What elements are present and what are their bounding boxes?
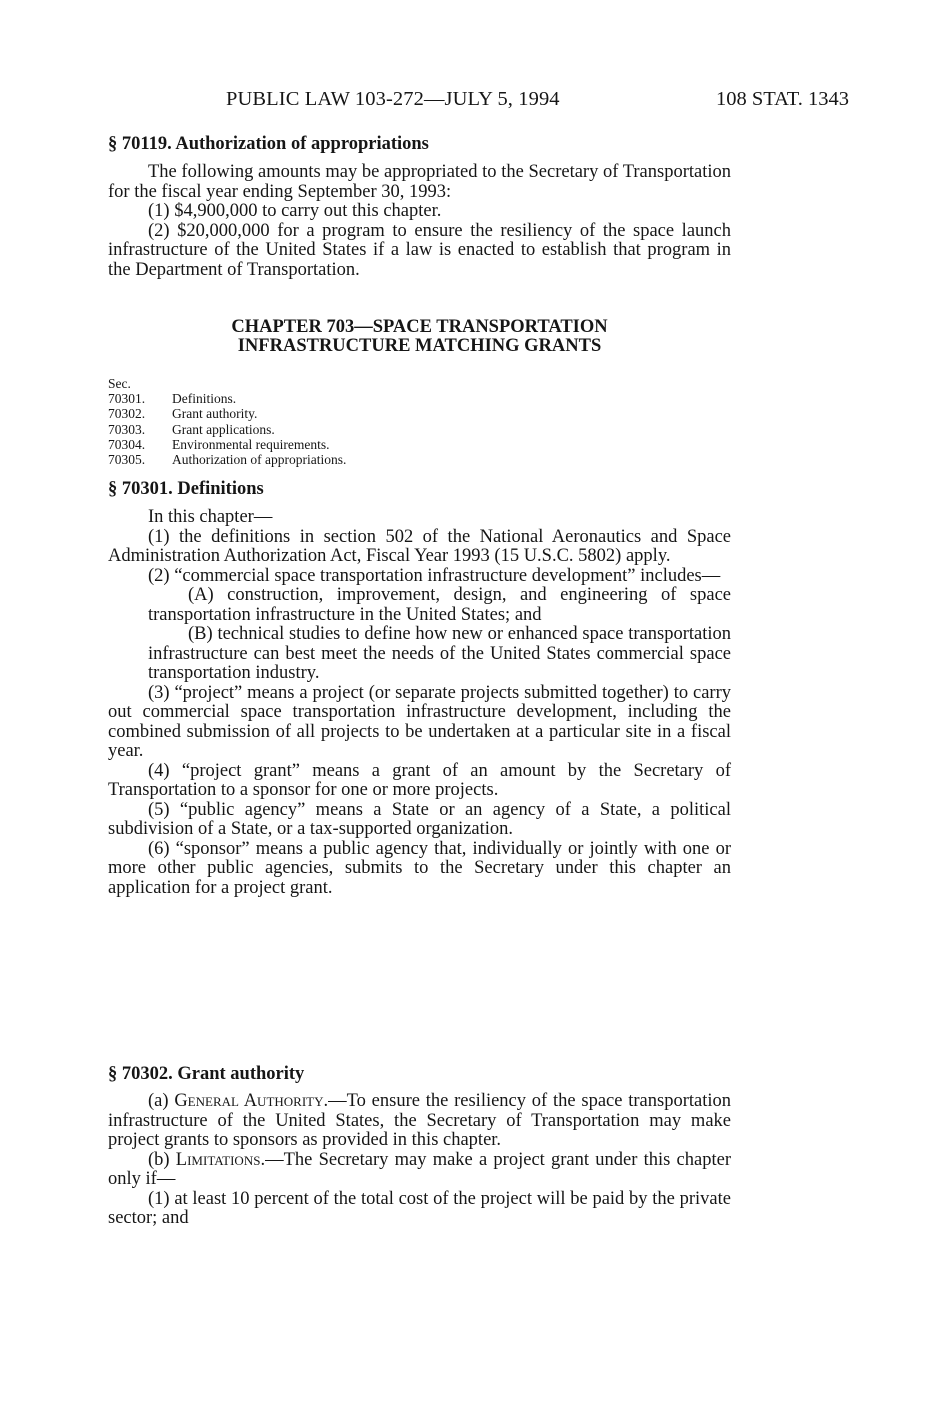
paragraph-item-2: (2) $20,000,000 for a program to ensure the resiliency of the space launch infrastructure of the United States if a law is enacted to establish that program in the Department of Transportation. xyxy=(108,220,731,280)
definition-4: (4) “project grant” means a grant of an amount by the Secretary of Transportation to a sponsor for one or more projects. xyxy=(108,760,731,800)
definition-2: (2) “commercial space transportation infrastructure development” includes— xyxy=(148,565,721,586)
section-table-of-contents xyxy=(108,376,346,467)
toc-number: 70303. xyxy=(108,421,146,437)
toc-number: 70302. xyxy=(108,406,146,422)
subsection-a-text: —To ensure the resiliency of the space transportation infrastructure of the United States, the Secretary of Transportation may make project grants to sponsors as provided in this chapter. xyxy=(108,1091,731,1150)
toc-label: Sec. xyxy=(108,376,131,391)
subsection-b-1: (1) at least 10 percent of the total cost of the project will be paid by the private sector; and xyxy=(108,1188,731,1228)
toc-number: 70305. xyxy=(108,452,146,468)
subsection-a xyxy=(108,1092,731,1151)
definition-5: (5) “public agency” means a State or an agency of a State, a political subdivision of a State, or a tax-supported organization. xyxy=(108,799,731,839)
section-heading-70119: § 70119. Authorization of appropriations xyxy=(108,134,429,154)
toc-number: 70301. xyxy=(108,391,146,407)
paragraph-intro: The following amounts may be appropriated to the Secretary of Transportation for the fiscal year ending September 30, 1993: xyxy=(108,162,731,202)
toc-item xyxy=(108,452,346,467)
subsection-b-label: (b) xyxy=(148,1149,176,1170)
toc-title: Grant authority. xyxy=(172,406,258,422)
subsection-b-caption: Limitations. xyxy=(175,1149,266,1170)
chapter-heading-line-1: CHAPTER 703—SPACE TRANSPORTATION xyxy=(231,317,608,337)
running-header-title: PUBLIC LAW 103-272—JULY 5, 1994 xyxy=(226,88,560,110)
section-body-70119 xyxy=(108,163,731,280)
definition-6: (6) “sponsor” means a public agency that, individually or jointly with one or more other public agencies, submits to the Secretary under this chapter an application for a project grant. xyxy=(108,838,731,898)
toc-item xyxy=(108,422,346,437)
section-body-70301 xyxy=(108,508,731,898)
page-citation: 108 STAT. 1343 xyxy=(716,88,849,110)
subsection-a-label: (a) xyxy=(148,1091,175,1111)
chapter-heading-line-2: INFRASTRUCTURE MATCHING GRANTS xyxy=(237,336,602,356)
subsection-a-caption: General Authority. xyxy=(174,1091,329,1111)
toc-item xyxy=(108,437,346,452)
definition-3: (3) “project” means a project (or separate projects submitted together) to carry out commercial space transportation infrastructure development, including the combined submission of all projects to be undertaken at a particular site in a fiscal year. xyxy=(108,682,731,761)
toc-title: Grant applications. xyxy=(172,421,275,437)
definition-2-b: (B) technical studies to define how new or enhanced space transportation infrastructure can best meet the needs of the United States commercial space transportation industry. xyxy=(148,624,731,683)
chapter-heading xyxy=(108,318,731,356)
definition-1: (1) the definitions in section 502 of the National Aeronautics and Space Administration Authorization Act, Fiscal Year 1993 (15 U.S.C. 5802) apply. xyxy=(108,526,731,566)
section-body-70302 xyxy=(108,1092,731,1229)
subsection-b-text: —The Secretary may make a project grant under this chapter only if— xyxy=(108,1149,731,1189)
section-heading-70302: § 70302. Grant authority xyxy=(108,1064,305,1084)
paragraph-intro: In this chapter— xyxy=(148,507,273,527)
toc-title: Environmental requirements. xyxy=(172,436,330,452)
toc-item xyxy=(108,406,346,421)
subsection-b xyxy=(108,1151,731,1190)
toc-title: Definitions. xyxy=(172,391,237,407)
definition-2-a: (A) construction, improvement, design, and engineering of space transportation infrastructure in the United States; and xyxy=(148,585,731,625)
toc-item xyxy=(108,391,346,406)
toc-number: 70304. xyxy=(108,436,146,452)
toc-title: Authorization of appropriations. xyxy=(172,452,347,468)
paragraph-item-1: (1) $4,900,000 to carry out this chapter. xyxy=(148,201,442,221)
section-heading-70301: § 70301. Definitions xyxy=(108,479,264,499)
